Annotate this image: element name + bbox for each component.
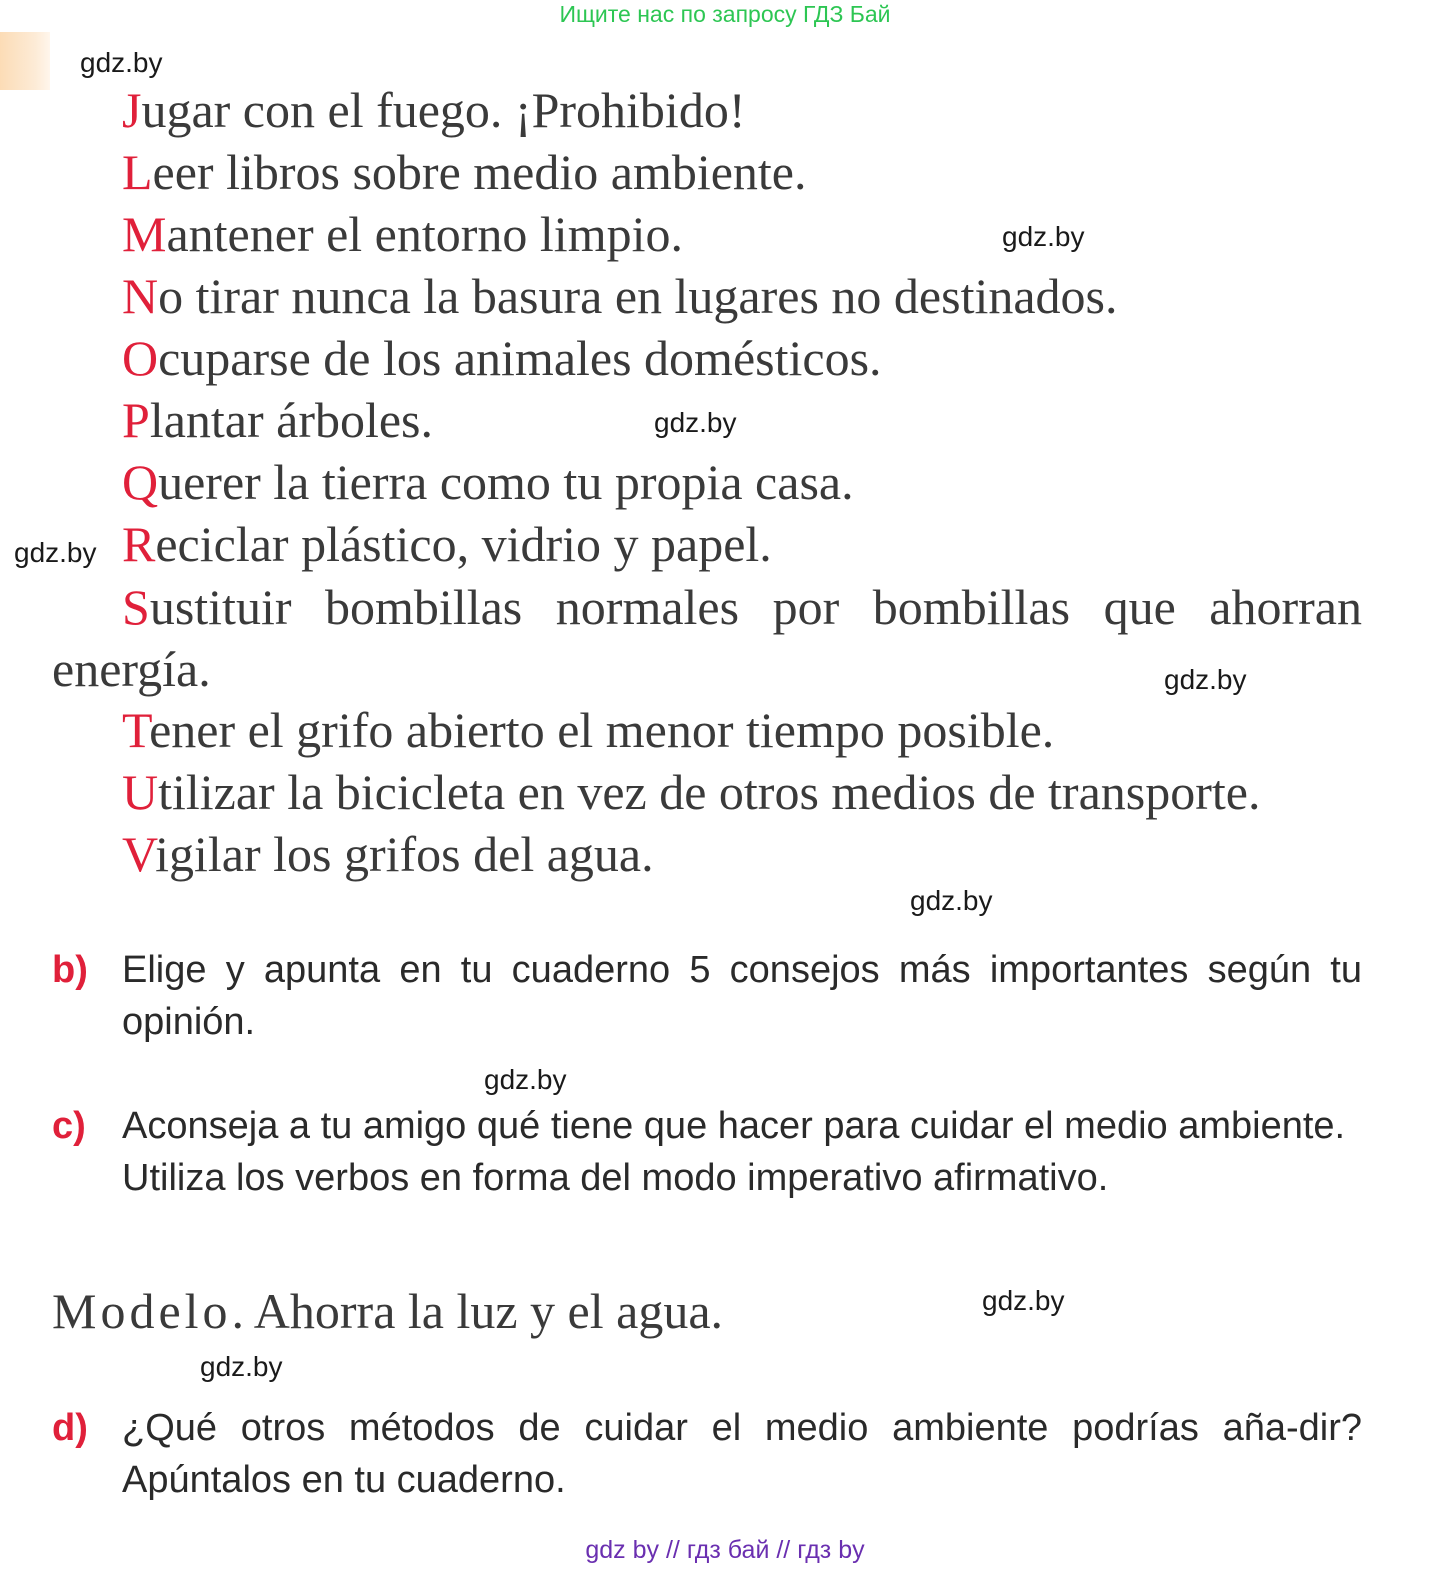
corner-decoration: [0, 32, 50, 90]
task-b: [52, 944, 1362, 1048]
list-text: o tirar nunca la basura en lugares no destinados.: [158, 268, 1118, 324]
list-item: [122, 142, 807, 202]
list-initial: P: [122, 392, 150, 448]
task-text: Aconseja a tu amigo qué tiene que hacer para cuidar el medio ambiente.: [122, 1105, 1346, 1147]
model-text: . Ahorra la luz y el agua.: [231, 1283, 724, 1339]
task-marker: d): [52, 1407, 88, 1449]
task-instruction: Utiliza los verbos en forma del modo imperativo afirmativo.: [122, 1157, 1109, 1199]
list-initial: T: [122, 702, 150, 758]
list-initial: R: [122, 516, 156, 572]
list-item: [122, 328, 882, 388]
list-text: eer libros sobre medio ambiente.: [152, 144, 807, 200]
list-initial: U: [122, 764, 159, 820]
task-marker: c): [52, 1105, 86, 1147]
list-item: [122, 762, 1260, 822]
list-item: [122, 700, 1054, 760]
list-text: igilar los grifos del agua.: [155, 826, 654, 882]
task-text: Elige y apunta en tu cuaderno 5 consejos más importantes según tu opinión.: [122, 949, 1362, 1043]
model-example: [52, 1280, 723, 1342]
task-d: [52, 1402, 1362, 1506]
watermark: gdz.by: [1164, 664, 1247, 695]
list-text: ugar con el fuego. ¡Prohibido!: [141, 82, 746, 138]
watermark: gdz.by: [200, 1351, 283, 1382]
list-initial: S: [122, 579, 150, 635]
list-item: [52, 576, 1362, 700]
list-item: [122, 80, 745, 140]
watermark: gdz.by: [484, 1064, 567, 1095]
list-item: [122, 824, 654, 884]
list-item: [122, 390, 433, 450]
list-item: [122, 514, 772, 574]
search-banner[interactable]: Ищите нас по запросу ГДЗ Бай: [559, 1, 891, 27]
list-item: [122, 204, 683, 264]
list-text: uerer la tierra como tu propia casa.: [158, 454, 854, 510]
watermark: gdz.by: [982, 1285, 1065, 1316]
list-initial: O: [122, 330, 159, 386]
list-text: eciclar plástico, vidrio y papel.: [155, 516, 772, 572]
list-text: tilizar la bicicleta en vez de otros medios de transporte.: [158, 764, 1261, 820]
list-initial: J: [122, 82, 142, 138]
footer-links[interactable]: gdz by // гдз бай // гдз by: [585, 1536, 865, 1564]
list-text: lantar árboles.: [149, 392, 434, 448]
list-initial: M: [122, 206, 167, 262]
list-initial: N: [122, 268, 159, 324]
list-initial: L: [122, 144, 153, 200]
task-text: ¿Qué otros métodos de cuidar el medio ambiente podrías aña-dir? Apúntalos en tu cuaderno.: [122, 1407, 1362, 1501]
list-text: ustituir bombillas normales por bombillas que ahorran energía.: [52, 579, 1362, 697]
watermark: gdz.by: [1002, 221, 1085, 252]
task-marker: b): [52, 949, 88, 991]
list-initial: V: [122, 826, 156, 882]
watermark: gdz.by: [14, 537, 97, 568]
list-text: antener el entorno limpio.: [166, 206, 683, 262]
model-label: Modelo: [52, 1283, 232, 1339]
list-item: [122, 266, 1118, 326]
list-item: [122, 452, 854, 512]
list-text: ener el grifo abierto el menor tiempo posible.: [149, 702, 1055, 758]
list-initial: Q: [122, 454, 159, 510]
watermark: gdz.by: [80, 47, 163, 78]
watermark: gdz.by: [910, 885, 993, 916]
task-c: [52, 1100, 1362, 1204]
watermark: gdz.by: [654, 407, 737, 438]
list-text: cuparse de los animales domésticos.: [158, 330, 882, 386]
